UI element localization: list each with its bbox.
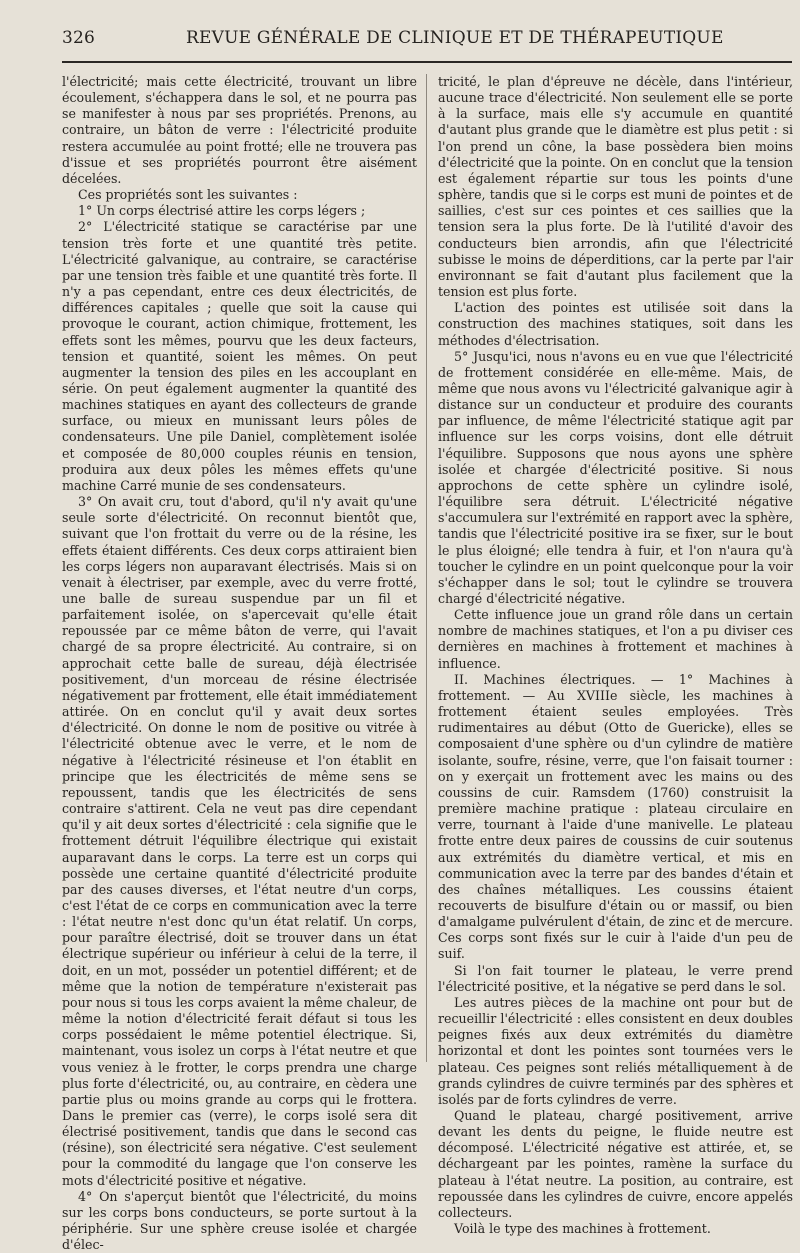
- page-number: 326: [62, 28, 96, 48]
- paragraph: 1° Un corps électrisé attire les corps légers ;: [78, 203, 366, 219]
- right-column: [438, 74, 793, 1237]
- column-divider: [426, 74, 427, 1062]
- left-column: [62, 74, 417, 1253]
- header-rule: [62, 61, 792, 63]
- paragraph: L'action des pointes est utilisée soit dans la construction des machines statiques, soit dans les méthodes d'électrisation.: [438, 300, 793, 348]
- paragraph: Ces propriétés sont les suivantes :: [78, 187, 298, 203]
- paragraph: 3° On avait cru, tout d'abord, qu'il n'y avait qu'une seule sorte d'électricité. On reconnut bientôt que, suivant que l'on frottait du verre ou de la résine, les effets étaient différents. Ces deux corps attiraient bien les corps légers non auparavant électrisés. Mais si on venait à électriser, par exemple, avec du verre frotté, une balle de sureau suspendue par un fil et parfaitement isolée, on s'apercevait qu'elle était repoussée par ce même bâton de verre, qui l'avait chargé de sa propre électricité. Au contraire, si on approchait cette balle de sureau, déjà électrisée positivement, d'un morceau de résine électrisée négativement par frottement, elle était immédiatement attirée. On en conclut qu'il y avait deux sortes d'électricité. On donne le nom de positive ou vitrée à l'électricité obtenue avec le verre, et le nom de négative à l'électricité résineuse et l'on établit en principe que les électricités de même sens se repoussent, tandis que les électricités de sens contraire s'attirent. Cela ne veut pas dire cependant qu'il y ait deux sortes d'électricité : cela signifie que le frottement détruit l'équilibre électrique qui existait auparavant dans le corps. La terre est un corps qui possède une certaine quantité d'électricité produite par des causes diverses, et l'état neutre d'un corps, c'est l'état de ce corps en communication avec la terre : l'état neutre n'est donc qu'un état relatif. Un corps, pour paraître électrisé, doit se trouver dans un état électrique supérieur ou inférieur à celui de la terre, il doit, en un mot, posséder un potentiel différent; et de même que la notion de température n'existerait pas pour nous si tous les corps avaient la même chaleur, de même la notion d'électricité ferait défaut si tous les corps possédaient le même potentiel électrique. Si, maintenant, vous isolez un corps à l'état neutre et que vous veniez à le frotter, le corps prendra une charge plus forte d'électricité, ou, au contraire, en cèdera une partie plus ou moins grande au corps qui le frottera. Dans le premier cas (verre), le corps isolé sera dit électrisé positivement, tandis que dans le second cas (résine), son électricité sera négative. C'est seulement pour la commodité du langage que l'on conserve les mots d'électricité positive et négative.: [62, 494, 417, 1188]
- paragraph: Quand le plateau, chargé positivement, arrive devant les dents du peigne, le fluide neutre est décomposé. L'électricité négative est attirée, et, se déchargeant par les pointes, ramène la surface du plateau à l'état neutre. La position, au contraire, est repoussée dans les cylindres de cuivre, encore appelés collecteurs.: [438, 1108, 793, 1220]
- paragraph: l'électricité; mais cette électricité, trouvant un libre écoulement, s'échappera dans le sol, et ne pourra pas se manifester à nous par ses propriétés. Prenons, au contraire, un bâton de verre : l'électricité produite restera accumulée au point frotté; elle ne trouvera pas d'issue et ses propriétés pourront être aisément décelées.: [62, 74, 417, 186]
- running-title: REVUE GÉNÉRALE DE CLINIQUE ET DE THÉRAPEUTIQUE: [186, 28, 724, 48]
- paragraph: 2° L'électricité statique se caractérise par une tension très forte et une quantité très petite. L'électricité galvanique, au contraire, se caractérise par une tension très faible et une quantité très forte. Il n'y a pas cependant, entre ces deux électricités, de différences capitales ; quelle que soit la cause qui provoque le courant, action chimique, frottement, les effets sont les mêmes, pourvu que les deux facteurs, tension et quantité, soient les mêmes. On peut augmenter la tension des piles en les accouplant en série. On peut également augmenter la quantité des machines statiques en ayant des collecteurs de grande surface, ou mieux en munissant leurs pôles de condensateurs. Une pile Daniel, complètement isolée et composée de 80,000 couples réunis en tension, produira aux deux pôles les mêmes effets qu'une machine Carré munie de ses condensateurs.: [62, 219, 417, 493]
- paragraph: Les autres pièces de la machine ont pour but de recueillir l'électricité : elles consistent en deux doubles peignes fixés aux deux extrémités du diamètre horizontal et dont les pointes sont tournées vers le plateau. Ces peignes sont reliés métalliquement à de grands cylindres de cuivre terminés par des sphères et isolés par de forts cylindres de verre.: [438, 994, 793, 1107]
- paragraph: tricité, le plan d'épreuve ne décèle, dans l'intérieur, aucune trace d'électricité. Non seulement elle se porte à la surface, mais elle s'y accumule en quantité d'autant plus grande que le diamètre est plus petit : si l'on prend un cône, la base possèdera bien moins d'électricité que la pointe. On en conclut que la tension est également répartie sur tous les points d'une sphère, tandis que si le corps est muni de pointes et de saillies, c'est sur ces pointes et ces saillies que la tension sera la plus forte. De là l'utilité d'avoir des conducteurs bien arrondis, afin que l'électricité subisse le moins de déperditions, car la perte par l'air environnant se fait d'autant plus facilement que la tension est plus forte.: [438, 74, 793, 300]
- paragraph: Voilà le type des machines à frottement.: [454, 1221, 711, 1237]
- paragraph: 5° Jusqu'ici, nous n'avons eu en vue que l'électricité de frottement considérée en elle-même. Mais, de même que nous avons vu l'électricité galvanique agir à distance sur un conducteur et produire des courants par influence, de même l'électricité statique agit par influence sur les corps voisins, dont elle détruit l'équilibre. Supposons que nous ayons une sphère isolée et chargée d'électricité positive. Si nous approchons de cette sphère un cylindre isolé, l'équilibre sera détruit. L'électricité négative s'accumulera sur l'extrémité en rapport avec la sphère, tandis que l'électricité positive ira se fixer, sur le bout le plus éloigné; elle tendra à fuir, et l'on n'aura qu'à toucher le cylindre en un point quelconque pour la voir s'échapper dans le sol; tout le cylindre se trouvera chargé d'électricité négative.: [438, 348, 793, 606]
- paragraph: Si l'on fait tourner le plateau, le verre prend l'électricité positive, et la négative se perd dans le sol.: [438, 962, 793, 994]
- section-paragraph: II. Machines électriques. — 1° Machines à frottement. — Au XVIIIe siècle, les machines à frottement étaient seules employées. Très rudimentaires au début (Otto de Guericke), elles se composaient d'une sphère ou d'un cylindre de matière isolante, soufre, résine, verre, que l'on faisait tourner : on y exerçait un frottement avec les mains ou des coussins de cuir. Ramsdem (1760) construisit la première machine pratique : plateau circulaire en verre, tournant à l'aide d'une manivelle. Le plateau frotte entre deux paires de coussins de cuir soutenus aux extrémités du diamètre vertical, et mis en communication avec la terre par des bandes d'étain et des chaînes métalliques. Les coussins étaient recouverts de bisulfure d'étain ou or massif, ou bien d'amalgame pulvérulent d'étain, de zinc et de mercure. Ces corps sont fixés sur le cuir à l'aide d'un peu de suif.: [438, 671, 793, 962]
- paragraph: Cette influence joue un grand rôle dans un certain nombre de machines statiques, et l'on a pu diviser ces dernières en machines à frottement et machines à influence.: [438, 607, 793, 671]
- paragraph: 4° On s'aperçut bientôt que l'électricité, du moins sur les corps bons conducteurs, se porte surtout à la périphérie. Sur une sphère creuse isolée et chargée d'élec-: [62, 1188, 417, 1253]
